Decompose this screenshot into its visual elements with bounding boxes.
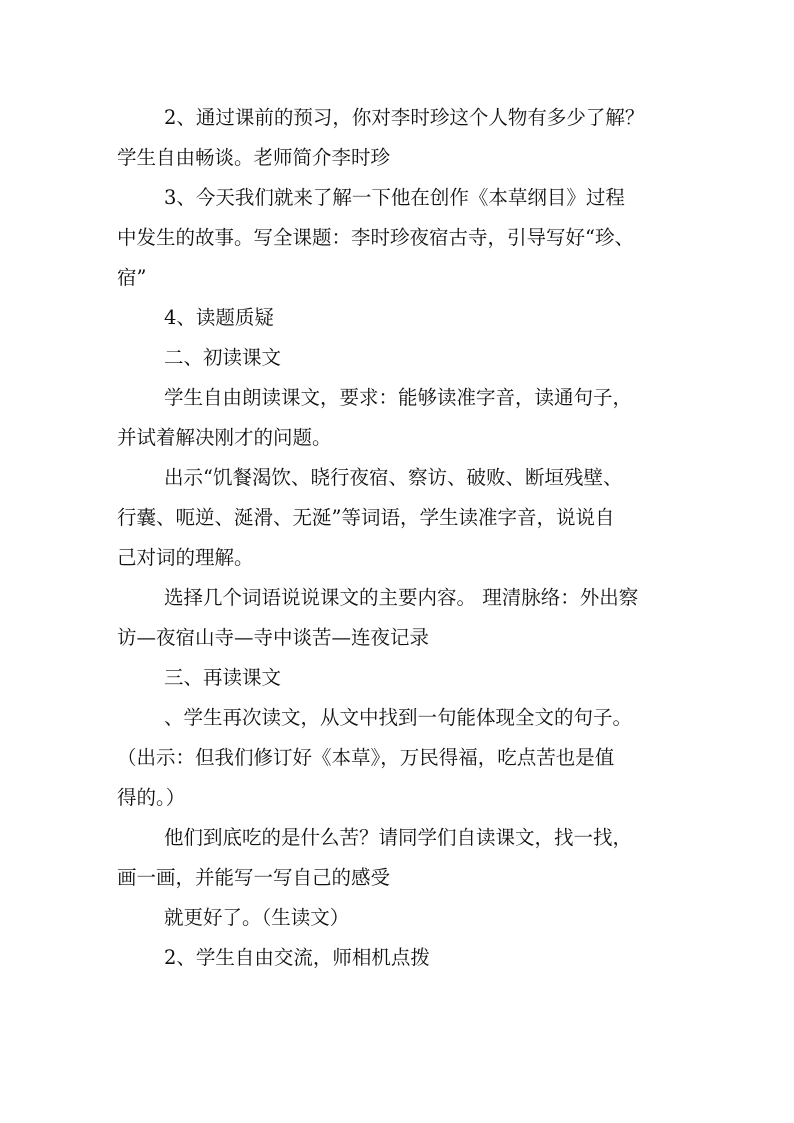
text-line: 出示“饥餐渴饮、晓行夜宿、察访、破败、断垣残壁、: [164, 466, 623, 489]
text-line: 得的。）: [117, 786, 186, 809]
paragraph-hardship-question: [117, 818, 679, 898]
text-line: 并试着解决刚才的问题。: [117, 426, 332, 449]
text-line: （出示：但我们修订好《本草》，万民得福，吃点苦也是值: [117, 746, 615, 769]
paragraph-find-sentence: [117, 698, 679, 818]
document-body: [117, 98, 679, 978]
section-heading: 二、初读课文: [164, 346, 282, 369]
paragraph-free-reading: [117, 378, 679, 458]
text-line: 2、学生自由交流，师相机点拨: [164, 946, 430, 969]
text-line: 2、通过课前的预习，你对李时珍这个人物有多少了解？: [164, 106, 645, 129]
text-line: 、学生再次读文，从文中找到一句能体现全文的句子。: [164, 706, 633, 729]
paragraph-exchange: [117, 938, 679, 978]
paragraph-vocabulary: [117, 458, 679, 578]
text-line: 选择几个词语说说课文的主要内容。 理清脉络：外出察: [164, 586, 639, 609]
section-heading-first-reading: [117, 338, 679, 378]
text-line: 4、读题质疑: [164, 306, 274, 329]
text-line: 学生自由畅谈。老师简介李时珍: [117, 146, 391, 169]
text-line: 宿”: [117, 266, 147, 289]
paragraph-student-reading: [117, 898, 679, 938]
paragraph-main-content: [117, 578, 679, 658]
text-line: 他们到底吃的是什么苦？请同学们自读课文，找一找，: [164, 826, 633, 849]
text-line: 3、今天我们就来了解一下他在创作《本草纲目》过程: [164, 186, 625, 209]
paragraph-story-intro: [117, 178, 679, 298]
text-line: 己对词的理解。: [117, 546, 254, 569]
text-line: 中发生的故事。写全课题：李时珍夜宿古寺，引导写好“珍、: [117, 226, 634, 249]
text-line: 画一画，并能写一写自己的感受: [117, 866, 391, 889]
text-line: 就更好了。（生读文）: [164, 906, 350, 929]
paragraph-preview-question: [117, 98, 679, 178]
text-line: 访—夜宿山寺—寺中谈苦—连夜记录: [117, 626, 430, 649]
section-heading-second-reading: [117, 658, 679, 698]
text-line: 学生自由朗读课文，要求：能够读准字音，读通句子，: [164, 386, 633, 409]
text-line: 行囊、呃逆、涎滑、无涎”等词语，学生读准字音，说说自: [117, 506, 615, 529]
paragraph-question-title: [117, 298, 679, 338]
section-heading: 三、再读课文: [164, 666, 282, 689]
